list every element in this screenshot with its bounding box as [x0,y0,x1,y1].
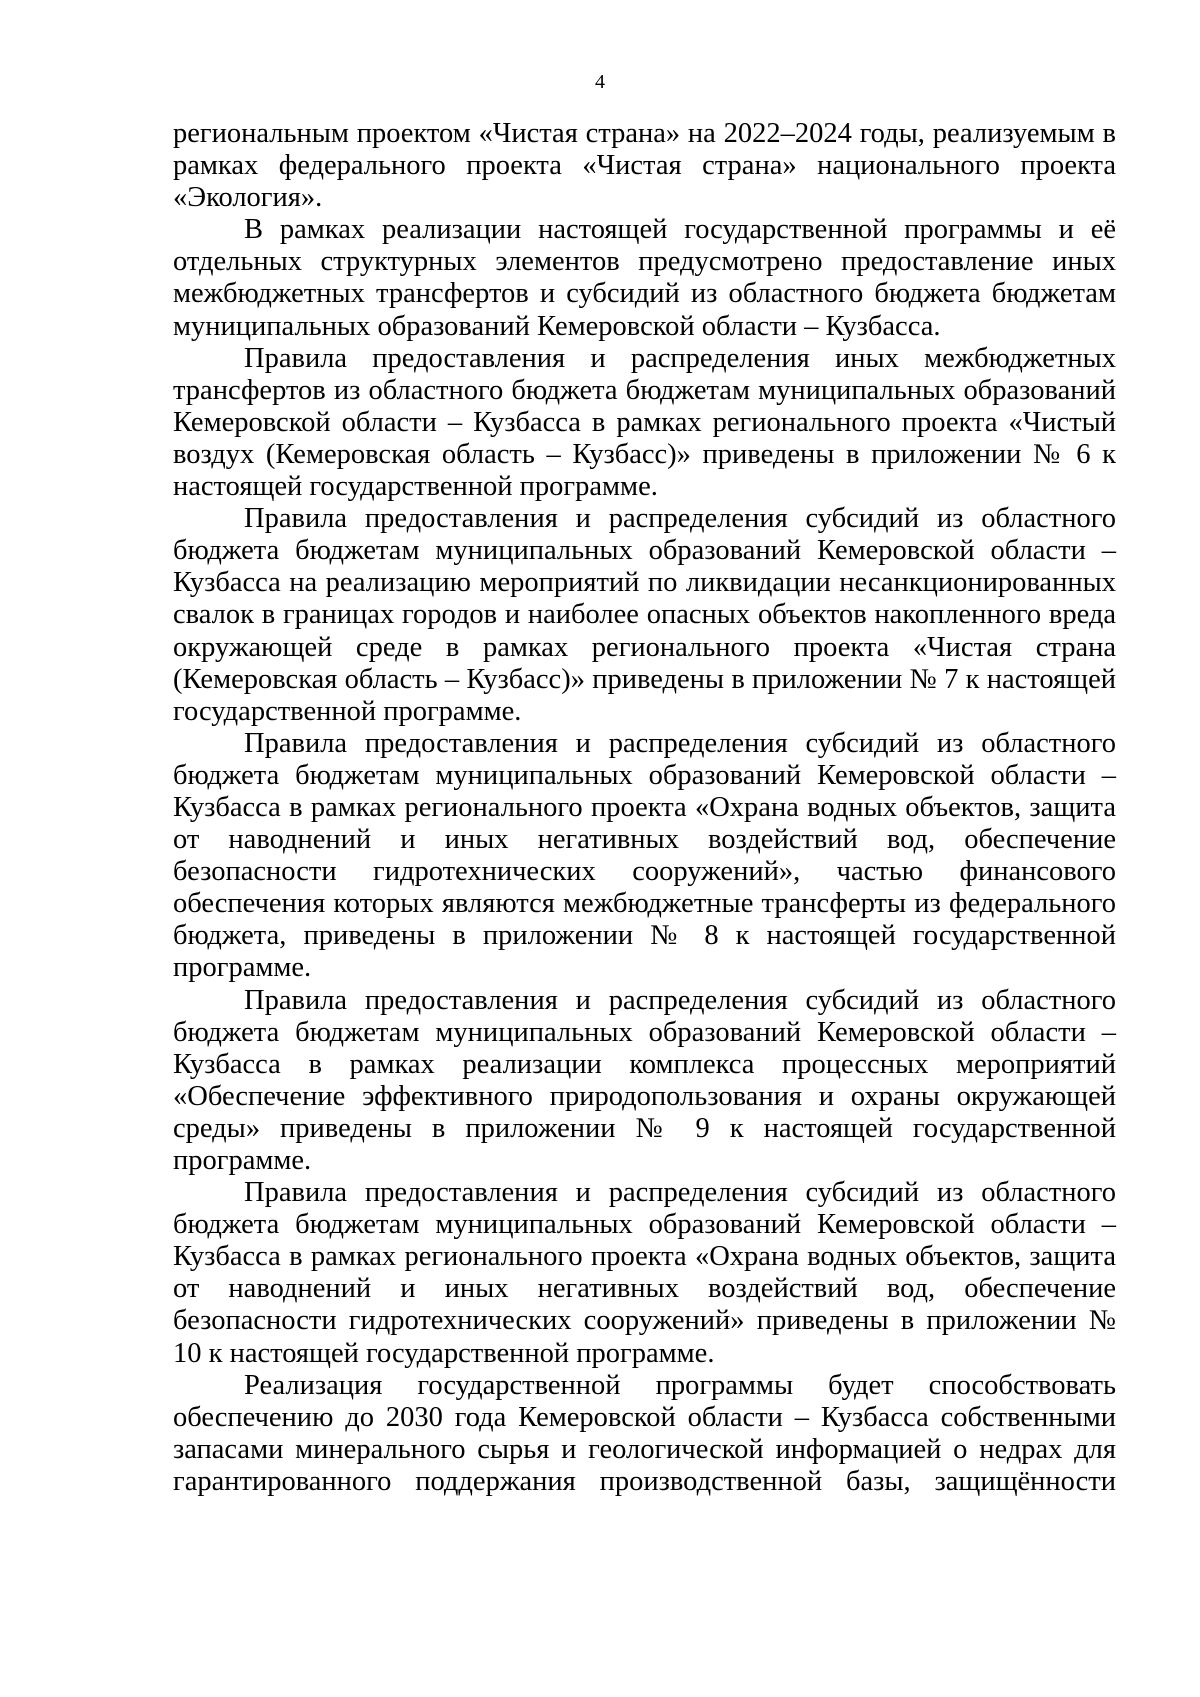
document-body [173,118,1116,1498]
paragraph-continued: Реализация государственной программы будет способствовать обеспечению до 2030 года Кемеровской области – Кузбасса собственными запасами минерального сырья и геологической информацией о недрах для гарантированного поддержания производственной базы, защищённости [173,1369,1116,1497]
paragraph: В рамках реализации настоящей государственной программы и её отдельных структурных элементов предусмотрено предоставление иных межбюджетных трансфертов и субсидий из областного бюджета бюджетам муниципальных образований Кемеровской области – Кузбасса. [173,214,1116,342]
paragraph-continuation: региональным проектом «Чистая страна» на 2022–2024 годы, реализуемым в рамках федерального проекта «Чистая страна» национального проекта «Экология». [173,118,1116,214]
paragraph: Правила предоставления и распределения субсидий из областного бюджета бюджетам муниципальных образований Кемеровской области – Кузбасса в рамках регионального проекта «Охрана водных объектов, защита от наводнений и иных негативных воздействий вод, обеспечение безопасности гидротехнических сооружений», частью финансового обеспечения которых являются межбюджетные трансферты из федерального бюджета, приведены в приложении № 8 к настоящей государственной программе. [173,727,1116,984]
paragraph: Правила предоставления и распределения иных межбюджетных трансфертов из областного бюджета бюджетам муниципальных образований Кемеровской области – Кузбасса в рамках регионального проекта «Чистый воздух (Кемеровская область – Кузбасс)» приведены в приложении № 6 к настоящей государственной программе. [173,342,1116,503]
paragraph: Правила предоставления и распределения субсидий из областного бюджета бюджетам муниципальных образований Кемеровской области – Кузбасса на реализацию мероприятий по ликвидации несанкционированных свалок в границах городов и наиболее опасных объектов накопленного вреда окружающей среде в рамках регионального проекта «Чистая страна (Кемеровская область – Кузбасс)» приведены в приложении № 7 к настоящей государственной программе. [173,503,1116,727]
paragraph: Правила предоставления и распределения субсидий из областного бюджета бюджетам муниципальных образований Кемеровской области – Кузбасса в рамках регионального проекта «Охрана водных объектов, защита от наводнений и иных негативных воздействий вод, обеспечение безопасности гидротехнических сооружений» приведены в приложении № 10 к настоящей государственной программе. [173,1177,1116,1369]
paragraph: Правила предоставления и распределения субсидий из областного бюджета бюджетам муниципальных образований Кемеровской области – Кузбасса в рамках реализации комплекса процессных мероприятий «Обеспечение эффективного природопользования и охраны окружающей среды» приведены в приложении № 9 к настоящей государственной программе. [173,984,1116,1176]
page-number: 4 [595,71,605,93]
